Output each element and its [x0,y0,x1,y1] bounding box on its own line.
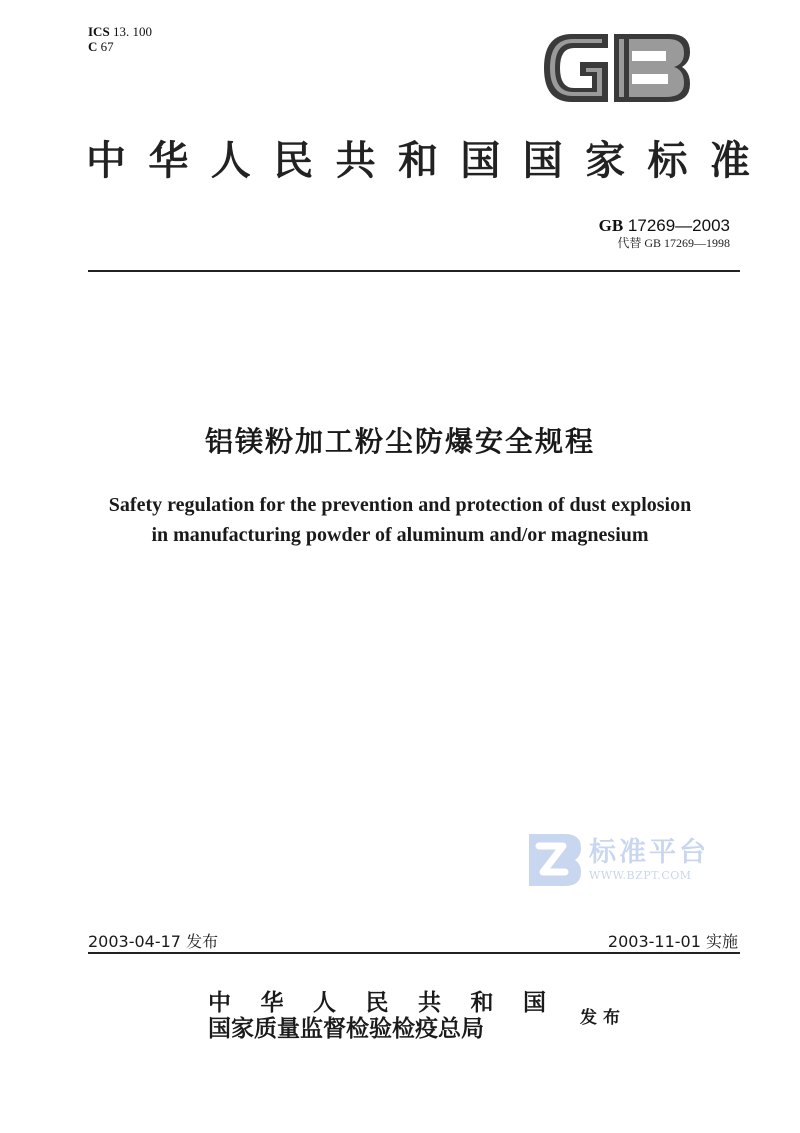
ics-code: ICS 13. 100 [88,24,152,39]
title-char: 华 [148,137,189,184]
title-char: 准 [709,137,750,184]
title-char: 国 [460,137,501,184]
standard-number: GB 17269—2003 [598,216,730,235]
replaces-standard: 代替 GB 17269—1998 [617,236,730,250]
title-char: 中 [86,137,126,184]
footer-divider [88,952,740,954]
title-char: 人 [210,137,251,184]
publish-action: 发布 [580,1008,626,1028]
title-char: 和 [397,137,438,184]
title-char: 共 [335,137,376,184]
national-standard-title [86,136,750,186]
publisher-line1 [208,990,546,1016]
header-divider [88,270,740,272]
title-char: 标 [647,137,688,184]
watermark-name: 标准平台 [589,837,709,868]
title-char: 国 [522,137,563,184]
english-title-line2: in manufacturing powder of aluminum and/or magnesium [151,524,649,546]
title-char: 家 [585,137,626,184]
publisher-char: 国 [523,989,546,1016]
ccs-code: C 67 [88,39,114,54]
effective-date: 2003-11-01 实施 [607,932,738,951]
watermark-url: WWW.BZPT.COM [589,869,692,882]
standard-number-block [599,216,730,250]
publisher-char: 民 [365,989,389,1016]
watermark [527,832,709,888]
classification-codes [88,24,152,54]
publisher-line2: 国家质量监督检验检疫总局 [208,1015,484,1042]
publisher-char: 人 [313,989,336,1016]
publisher-char: 华 [260,989,284,1016]
publisher-char: 中 [208,989,231,1016]
publisher [208,990,546,1042]
issue-date: 2003-04-17 发布 [88,932,219,951]
english-title [0,490,800,550]
english-title-line1: Safety regulation for the prevention and protection of dust explosion [108,494,692,516]
gb-logo-icon [542,32,692,104]
publisher-char: 共 [418,989,441,1016]
chinese-title: 铝镁粉加工粉尘防爆安全规程 [204,425,595,458]
publisher-char: 和 [470,989,494,1016]
bzpt-logo-icon [527,832,583,888]
title-char: 民 [273,137,314,184]
